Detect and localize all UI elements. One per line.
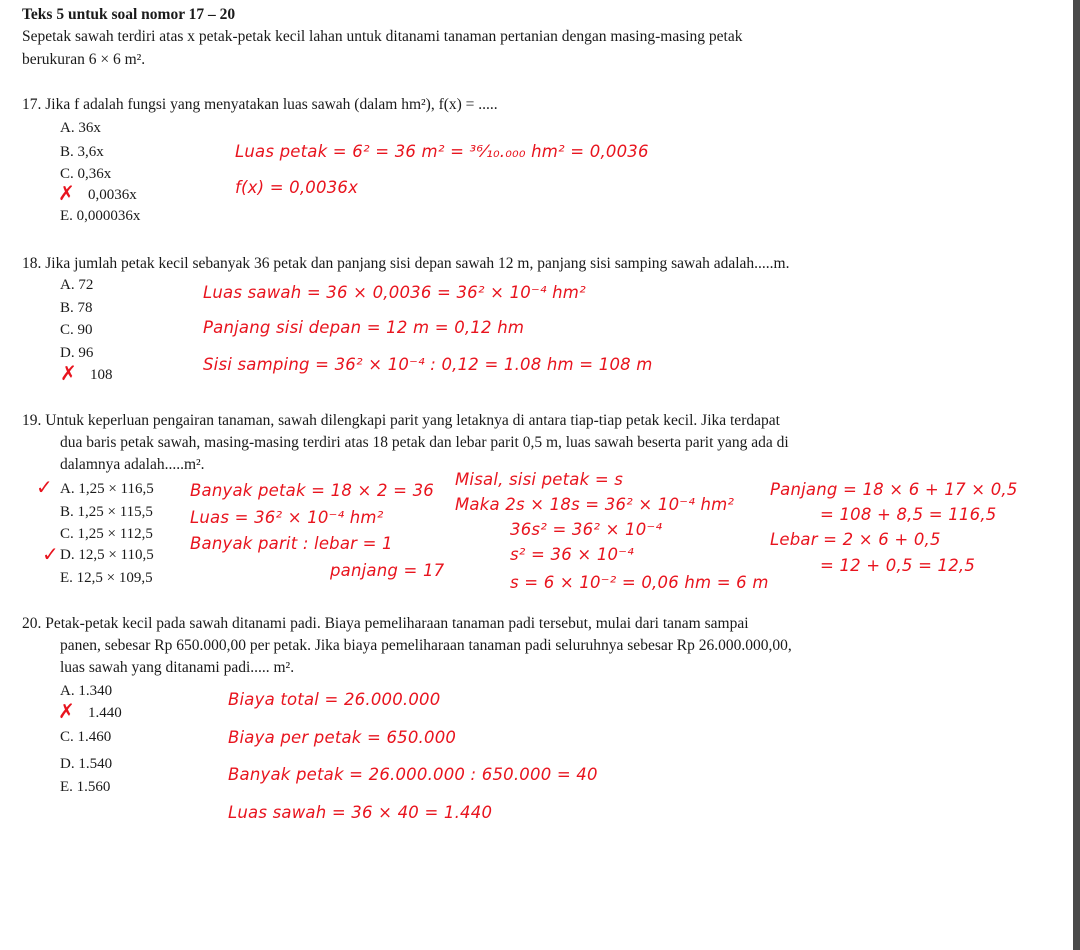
q17-answer-cross-mark: ✗ — [58, 181, 75, 205]
q19-work-right-2: = 108 + 8,5 = 116,5 — [820, 505, 997, 524]
q17-option-a: A. 36x — [60, 120, 101, 136]
q20-option-a: A. 1.340 — [60, 683, 113, 699]
q19-check-mark-d: ✓ — [42, 542, 59, 566]
q19-work-mid-1: Misal, sisi petak = s — [455, 470, 624, 489]
q19-stem-line-2: dua baris petak sawah, masing-masing terdiri atas 18 petak dan lebar parit 0,5 m, luas sawah beserta parit yang ada di — [60, 434, 789, 451]
q20-work-line-4: Luas sawah = 36 × 40 = 1.440 — [228, 803, 493, 822]
q17-option-b: B. 3,6x — [60, 144, 104, 160]
q18-work-line-2: Panjang sisi depan = 12 m = 0,12 hm — [203, 318, 525, 337]
q19-check-mark-a: ✓ — [36, 475, 53, 499]
q17-option-c: C. 0,36x — [60, 166, 112, 182]
q19-work-left-4: panjang = 17 — [330, 561, 445, 580]
q20-option-d: D. 1.540 — [60, 756, 113, 772]
q20-option-b: 1.440 — [88, 705, 122, 721]
q20-stem-line-2: panen, sebesar Rp 650.000,00 per petak. Jika biaya pemeliharaan tanaman padi seluruhnya sebesar Rp 26.000.000,00, — [60, 637, 792, 654]
q19-work-left-2: Luas = 36² × 10⁻⁴ hm² — [190, 508, 384, 527]
q18-work-line-1: Luas sawah = 36 × 0,0036 = 36² × 10⁻⁴ hm² — [203, 283, 586, 302]
q18-stem: 18. Jika jumlah petak kecil sebanyak 36 petak dan panjang sisi depan sawah 12 m, panjang sisi samping sawah adalah.....m. — [22, 255, 790, 272]
section-title: Teks 5 untuk soal nomor 17 – 20 — [22, 6, 236, 23]
intro-text-line-2: berukuran 6 × 6 m². — [22, 51, 146, 68]
q20-work-line-3: Banyak petak = 26.000.000 : 650.000 = 40 — [228, 765, 598, 784]
q19-work-mid-3: 36s² = 36² × 10⁻⁴ — [510, 520, 663, 539]
q19-work-right-3: Lebar = 2 × 6 + 0,5 — [770, 530, 941, 549]
q19-option-d: D. 12,5 × 110,5 — [60, 547, 154, 563]
q18-option-c: C. 90 — [60, 322, 93, 338]
q19-work-right-1: Panjang = 18 × 6 + 17 × 0,5 — [770, 480, 1018, 499]
q19-work-left-3: Banyak parit : lebar = 1 — [190, 534, 393, 553]
q17-option-e: E. 0,000036x — [60, 208, 141, 224]
q20-option-e: E. 1.560 — [60, 779, 111, 795]
q18-option-a: A. 72 — [60, 277, 94, 293]
q20-answer-cross-mark: ✗ — [58, 699, 75, 723]
q17-work-line-1: Luas petak = 6² = 36 m² = ³⁶⁄₁₀.₀₀₀ hm² = 0,0036 — [235, 142, 649, 161]
q19-work-right-4: = 12 + 0,5 = 12,5 — [820, 556, 976, 575]
q19-stem-line-1: 19. Untuk keperluan pengairan tanaman, sawah dilengkapi parit yang letaknya di antara tiap-tiap petak kecil. Jika terdapat — [22, 412, 780, 429]
q20-work-line-1: Biaya total = 26.000.000 — [228, 690, 441, 709]
q19-option-c: C. 1,25 × 112,5 — [60, 526, 153, 542]
q17-option-d: 0,0036x — [88, 187, 137, 203]
q19-option-e: E. 12,5 × 109,5 — [60, 570, 153, 586]
q18-option-e: 108 — [90, 367, 113, 383]
q20-stem-line-3: luas sawah yang ditanami padi..... m². — [60, 659, 295, 676]
q20-option-c: C. 1.460 — [60, 729, 112, 745]
q18-answer-cross-mark: ✗ — [60, 361, 77, 385]
q20-work-line-2: Biaya per petak = 650.000 — [228, 728, 457, 747]
q18-option-d: D. 96 — [60, 345, 94, 361]
q17-stem: 17. Jika f adalah fungsi yang menyatakan luas sawah (dalam hm²), f(x) = ..... — [22, 96, 498, 113]
q19-work-mid-4: s² = 36 × 10⁻⁴ — [510, 545, 634, 564]
q17-work-line-2: f(x) = 0,0036x — [235, 178, 359, 197]
q20-stem-line-1: 20. Petak-petak kecil pada sawah ditanami padi. Biaya pemeliharaan tanaman padi tersebut, mulai dari tanam sampai — [22, 615, 749, 632]
q19-work-left-1: Banyak petak = 18 × 2 = 36 — [190, 481, 434, 500]
q19-option-a: A. 1,25 × 116,5 — [60, 481, 154, 497]
intro-text-line-1: Sepetak sawah terdiri atas x petak-petak kecil lahan untuk ditanami tanaman pertanian dengan masing-masing petak — [22, 28, 743, 45]
q19-stem-line-3: dalamnya adalah.....m². — [60, 456, 205, 473]
q18-work-line-3: Sisi samping = 36² × 10⁻⁴ : 0,12 = 1.08 hm = 108 m — [203, 355, 653, 374]
q19-work-mid-5: s = 6 × 10⁻² = 0,06 hm = 6 m — [510, 573, 769, 592]
q18-option-b: B. 78 — [60, 300, 93, 316]
q19-work-mid-2: Maka 2s × 18s = 36² × 10⁻⁴ hm² — [455, 495, 735, 514]
q19-option-b: B. 1,25 × 115,5 — [60, 504, 153, 520]
screen-edge-bar — [1073, 0, 1080, 950]
